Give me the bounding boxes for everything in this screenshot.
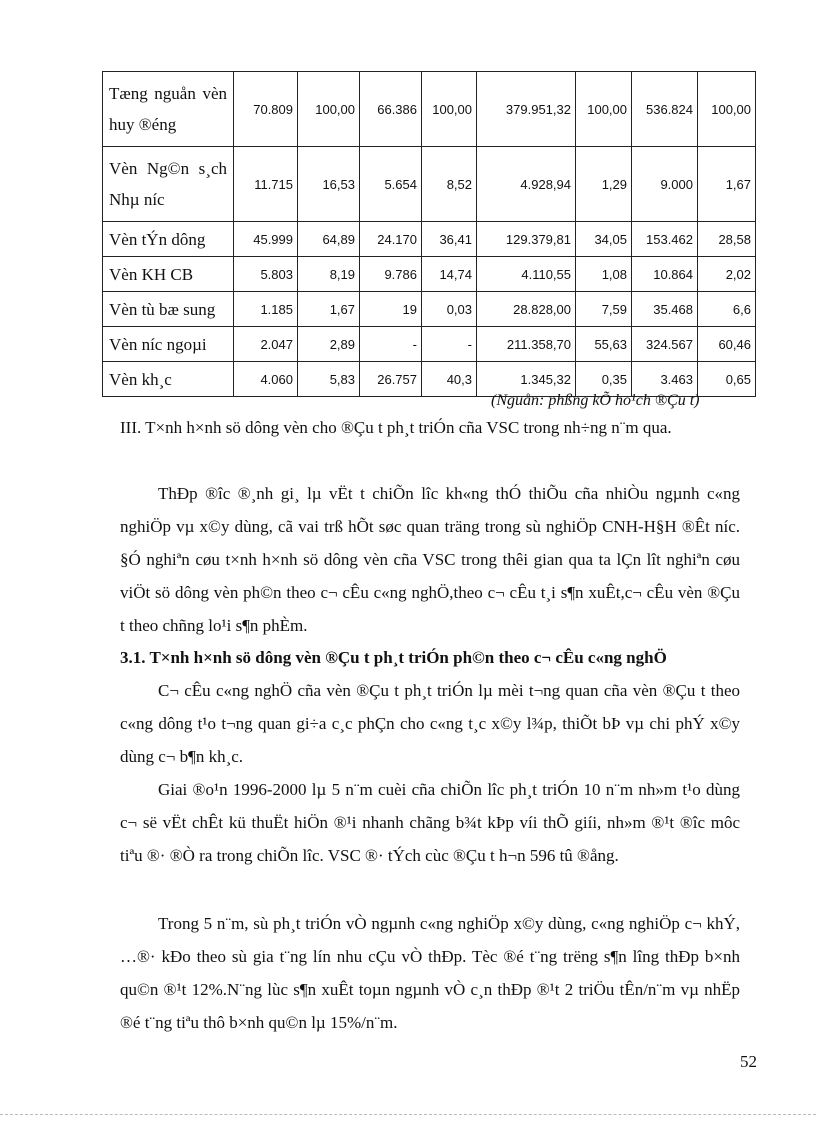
table-row [103, 222, 756, 257]
table-cell: 4.928,94 [477, 147, 576, 222]
table-cell: 2,89 [298, 327, 360, 362]
funding-table [102, 71, 756, 397]
table-cell: 8,52 [422, 147, 477, 222]
table-cell: 3.463 [632, 362, 698, 397]
table-cell: 24.170 [360, 222, 422, 257]
table-cell: 36,41 [422, 222, 477, 257]
row-label: Vèn Ng©n s¸ch Nhµ níc [103, 147, 234, 222]
table-cell: - [422, 327, 477, 362]
table-cell: 6,6 [698, 292, 756, 327]
table-cell: 1.345,32 [477, 362, 576, 397]
table-cell: 26.757 [360, 362, 422, 397]
paragraph-structure: C¬ cÊu c«ng nghÖ cña vèn ®Çu t ph¸t triÓn lµ mèi t¬ng quan cña vèn ®Çu t theo c«ng dông t¹o t¬ng quan gi÷a c¸c phÇn cho c«ng t¸c x©y l¾p, thiÕt bÞ vµ chi phÝ x©y dùng c¬ b¶n kh¸c. [120, 681, 740, 766]
table-cell: 8,19 [298, 257, 360, 292]
table-cell: 10.864 [632, 257, 698, 292]
table-cell: 45.999 [234, 222, 298, 257]
table-cell: 0,35 [576, 362, 632, 397]
table-cell: 19 [360, 292, 422, 327]
table-cell: 1,67 [698, 147, 756, 222]
page-bottom-divider [0, 1114, 816, 1115]
row-label: Tæng nguån vèn huy ®éng [103, 72, 234, 147]
table-cell: 1,29 [576, 147, 632, 222]
table-cell: 4.110,55 [477, 257, 576, 292]
table-cell: 129.379,81 [477, 222, 576, 257]
table-cell: 9.786 [360, 257, 422, 292]
table-cell: 64,89 [298, 222, 360, 257]
table-row [103, 257, 756, 292]
table-cell: 66.386 [360, 72, 422, 147]
row-label: Vèn kh¸c [103, 362, 234, 397]
page-number: 52 [740, 1052, 757, 1071]
table-source-note: (Nguån: phßng kÕ ho¹ch ®Çu t) [491, 392, 700, 409]
table-cell: 2.047 [234, 327, 298, 362]
table-row [103, 292, 756, 327]
table-cell: 16,53 [298, 147, 360, 222]
table-cell: 11.715 [234, 147, 298, 222]
table-cell: 14,74 [422, 257, 477, 292]
table-cell: 379.951,32 [477, 72, 576, 147]
table-cell: 5,83 [298, 362, 360, 397]
table-cell: 55,63 [576, 327, 632, 362]
row-label: Vèn tù bæ sung [103, 292, 234, 327]
table-cell: 9.000 [632, 147, 698, 222]
table-cell: 100,00 [698, 72, 756, 147]
table-cell: 34,05 [576, 222, 632, 257]
table-cell: 5.803 [234, 257, 298, 292]
table-cell: 536.824 [632, 72, 698, 147]
table-cell: 324.567 [632, 327, 698, 362]
table-cell: 4.060 [234, 362, 298, 397]
table-cell: 153.462 [632, 222, 698, 257]
table-row [103, 327, 756, 362]
paragraph-intro: ThÐp ®îc ®¸nh gi¸ lµ vËt t chiÕn lîc kh«ng thÓ thiÕu cña nhiÒu ngµnh c«ng nghiÖp vµ x©y dùng, cã vai trß hÕt søc quan träng trong sù nghiÖp CNH-H§H ®Êt níc. §Ó nghiªn cøu t×nh h×nh sö dông vèn cña VSC trong thêi gian qua ta lÇn lît nghiªn cøu viÖt sö dông vèn ph©n theo c¬ cÊu c«ng nghÖ,theo c¬ cÊu t¸i s¶n xuÊt,c¬ cÊu vèn ®Çu t theo chñng lo¹i s¶n phÈm. [120, 484, 740, 635]
paragraph-growth: Trong 5 n¨m, sù ph¸t triÓn vÒ ngµnh c«ng nghiÖp x©y dùng, c«ng nghiÖp c¬ khÝ, …®· kÐo theo sù gia t¨ng lín nhu cÇu vÒ thÐp. Tèc ®é t¨ng trëng s¶n lîng thÐp b×nh qu©n ®¹t 12%.N¨ng lùc s¶n xuÊt toµn ngµnh vÒ c¸n thÐp ®¹t 2 triÖu tÊn/n¨m vµ nhËp ®é t¨ng tiªu thô b×nh qu©n lµ 15%/n¨m. [120, 914, 740, 1032]
table-cell: 100,00 [422, 72, 477, 147]
paragraph-period: Giai ®o¹n 1996-2000 lµ 5 n¨m cuèi cña chiÕn lîc ph¸t triÓn 10 n¨m nh»m t¹o dùng c¬ së vËt chÊt kü thuËt hiÖn ®¹i nhanh chãng b¾t kÞp víi thÕ giíi, nh»m ®¹t ®îc môc tiªu ®· ®Ò ra trong chiÕn lîc. VSC ®· tÝch cùc ®Çu t h¬n 596 tû ®ång. [120, 780, 740, 865]
table-cell: 70.809 [234, 72, 298, 147]
table-cell: 28,58 [698, 222, 756, 257]
table-cell: 1,67 [298, 292, 360, 327]
table-cell: 40,3 [422, 362, 477, 397]
table-cell: - [360, 327, 422, 362]
table-cell: 35.468 [632, 292, 698, 327]
table-cell: 100,00 [298, 72, 360, 147]
table-cell: 28.828,00 [477, 292, 576, 327]
section-3-1-heading: 3.1. T×nh h×nh sö dông vèn ®Çu t ph¸t triÓn ph©n theo c¬ cÊu c«ng nghÖ [120, 648, 667, 667]
table-cell: 5.654 [360, 147, 422, 222]
row-label: Vèn níc ngoµi [103, 327, 234, 362]
row-label: Vèn KH CB [103, 257, 234, 292]
table-cell: 60,46 [698, 327, 756, 362]
table-row [103, 147, 756, 222]
table-cell: 0,65 [698, 362, 756, 397]
section-3-title: III. T×nh h×nh sö dông vèn cho ®Çu t ph¸t triÓn cña VSC trong nh÷ng n¨m qua. [120, 418, 672, 437]
table-cell: 100,00 [576, 72, 632, 147]
row-label: Vèn tÝn dông [103, 222, 234, 257]
table-cell: 1.185 [234, 292, 298, 327]
table-row [103, 72, 756, 147]
table-cell: 7,59 [576, 292, 632, 327]
table-cell: 2,02 [698, 257, 756, 292]
table-cell: 0,03 [422, 292, 477, 327]
table-cell: 1,08 [576, 257, 632, 292]
table-cell: 211.358,70 [477, 327, 576, 362]
